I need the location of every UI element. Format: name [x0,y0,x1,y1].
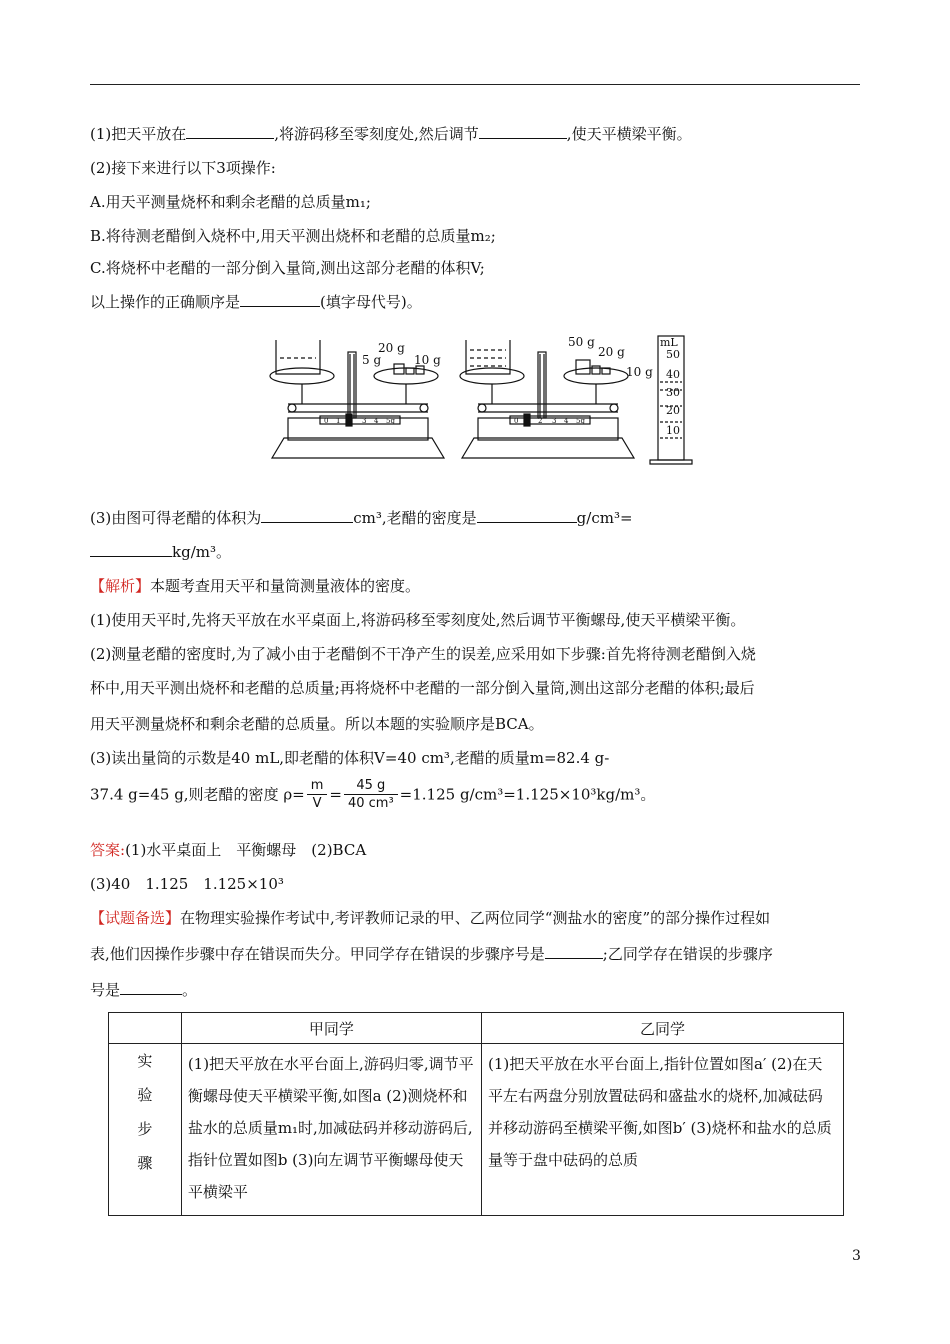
blank-1[interactable] [186,124,274,139]
balance-base [462,438,634,458]
backup-tag: 【试题备选】 [90,909,181,927]
table-header-empty [109,1013,182,1044]
scale-tick: 2 [538,417,543,425]
table-header-yi: 乙同学 [481,1013,843,1044]
fraction-m-v: $\frac{m}{V}$ [307,778,328,813]
scale-tick: 3 [552,417,557,425]
scale-tick: 1 [526,417,531,425]
analysis-p3-line1: (3)读出量筒的示数是40 mL,即老醋的体积V=40 cm³,老醋的质量m=82.4 g- [90,749,610,767]
blank-jia[interactable] [545,944,603,959]
analysis-p2-line1: (2)测量老醋的密度时,为了减小由于老醋倒不干净产生的误差,应采用如下步骤:首先将待测老醋倒入烧 [90,645,756,663]
operation-a: A.用天平测量烧杯和剩余老醋的总质量m₁; [90,193,371,211]
weight-label-5g: 5 g [362,353,382,367]
blank-yi[interactable] [120,980,182,995]
weight-50g [576,360,590,374]
weight-label-20g: 20 g [598,345,625,359]
table-header-jia: 甲同学 [181,1013,481,1044]
question-3: (3)由图可得老醋的体积为 cm³,老醋的密度是 g/cm³= [90,509,633,527]
balance-figure [262,330,702,468]
scale-tick: 0 [324,417,329,425]
order-question: 以上操作的正确顺序是 (填字母代号)。 [90,293,422,311]
scale-tick: 4 [564,417,569,425]
analysis-p3-line2: 37.4 g=45 g,则老醋的密度 ρ= $\frac{m}{V}$ = $\frac{45 g}{\text{40 cm³}}$ =1.125 g/cm³=1.125×10³kg/m³。 [90,778,656,811]
balance-body [478,418,618,440]
blank-density-kg[interactable] [90,542,172,557]
scale-tick: 3 [362,417,367,425]
answer-line2: (3)40 1.125 1.125×10³ [90,875,284,893]
question-2-intro: (2)接下来进行以下3项操作: [90,159,276,177]
left-pan [270,368,334,384]
table-cell-jia: (1)把天平放在水平台面上,游码归零,调节平衡螺母使天平横梁平衡,如图a (2)测烧杯和盐水的总质量m₁时,加减砝码并移动游码后,指针位置如图b (3)向左调节平衡螺母使天平横梁平 [181,1044,481,1216]
table-cell-yi: (1)把天平放在水平台面上,指针位置如图a′ (2)在天平左右两盘分别放置砝码和盛盐水的烧杯,加减砝码并移动游码至横梁平衡,如图b′ (3)烧杯和盐水的总质量等于盘中砝码的总质 [481,1044,843,1216]
operation-c: C.将烧杯中老醋的一部分倒入量筒,测出这部分老醋的体积V; [90,259,485,277]
balance-body [288,418,428,440]
question-3-cont: kg/m³。 [90,542,231,562]
scale-tick: 5g [576,417,585,425]
analysis-p2-line3: 用天平测量烧杯和剩余老醋的总质量。所以本题的实验顺序是BCA。 [90,715,544,733]
right-pan [564,368,628,384]
question-1: (1)把天平放在 ,将游码移至零刻度处,然后调节 ,使天平横梁平衡。 [90,125,692,143]
scale-tick: 5g [386,417,395,425]
header-rule [90,84,860,85]
blank-volume[interactable] [261,508,353,523]
analysis-p1: (1)使用天平时,先将天平放在水平桌面上,将游码移至零刻度处,然后调节平衡螺母,使天平横梁平衡。 [90,611,746,629]
weight-label-10g: 10 g [626,365,653,379]
analysis-intro: 【解析】本题考查用天平和量筒测量液体的密度。 [90,577,421,595]
weight-label-20g: 20 g [378,341,405,355]
fraction-values: $\frac{45 g}{\text{40 cm³}}$ [344,778,398,813]
steps-table [108,1012,844,1216]
answer-label: 答案: [90,841,126,859]
cylinder-tick: 20 [666,404,680,417]
analysis-tag: 【解析】 [90,577,151,595]
cylinder-tick: 40 [666,368,680,381]
page-number: 3 [852,1248,861,1264]
balance-base [272,438,444,458]
scale-tick: 4 [374,417,379,425]
backup-line3: 号是 。 [90,981,198,999]
left-pan [460,368,524,384]
scale-tick: 1 [336,417,341,425]
analysis-p2-line2: 杯中,用天平测出烧杯和老醋的总质量;再将烧杯中老醋的一部分倒入量筒,测出这部分老醋的体积;最后 [90,679,755,697]
cylinder-tick: 10 [666,424,680,437]
backup-line1: 【试题备选】在物理实验操作考试中,考评教师记录的甲、乙两位同学“测盐水的密度”的部分操作过程如 [90,909,771,927]
blank-2[interactable] [479,124,567,139]
scale-tick: 2 [348,417,353,425]
weight-label-10g: 10 g [414,353,441,367]
blank-density-g[interactable] [477,508,577,523]
cylinder-tick: 30 [666,386,680,399]
cylinder-tick: 50 [666,348,680,361]
table-side-label: 实 验 步 骤 [109,1044,182,1216]
scale-tick: 0 [514,417,519,425]
operation-b: B.将待测老醋倒入烧杯中,用天平测出烧杯和老醋的总质量m₂; [90,227,496,245]
backup-line2: 表,他们因操作步骤中存在错误而失分。甲同学存在错误的步骤序号是 ;乙同学存在错误的步骤序 [90,945,773,963]
weight-label-50g: 50 g [568,335,595,349]
blank-order[interactable] [240,292,320,307]
answer-line1: 答案:(1)水平桌面上 平衡螺母 (2)BCA [90,841,367,859]
cylinder-unit: mL [660,336,678,349]
